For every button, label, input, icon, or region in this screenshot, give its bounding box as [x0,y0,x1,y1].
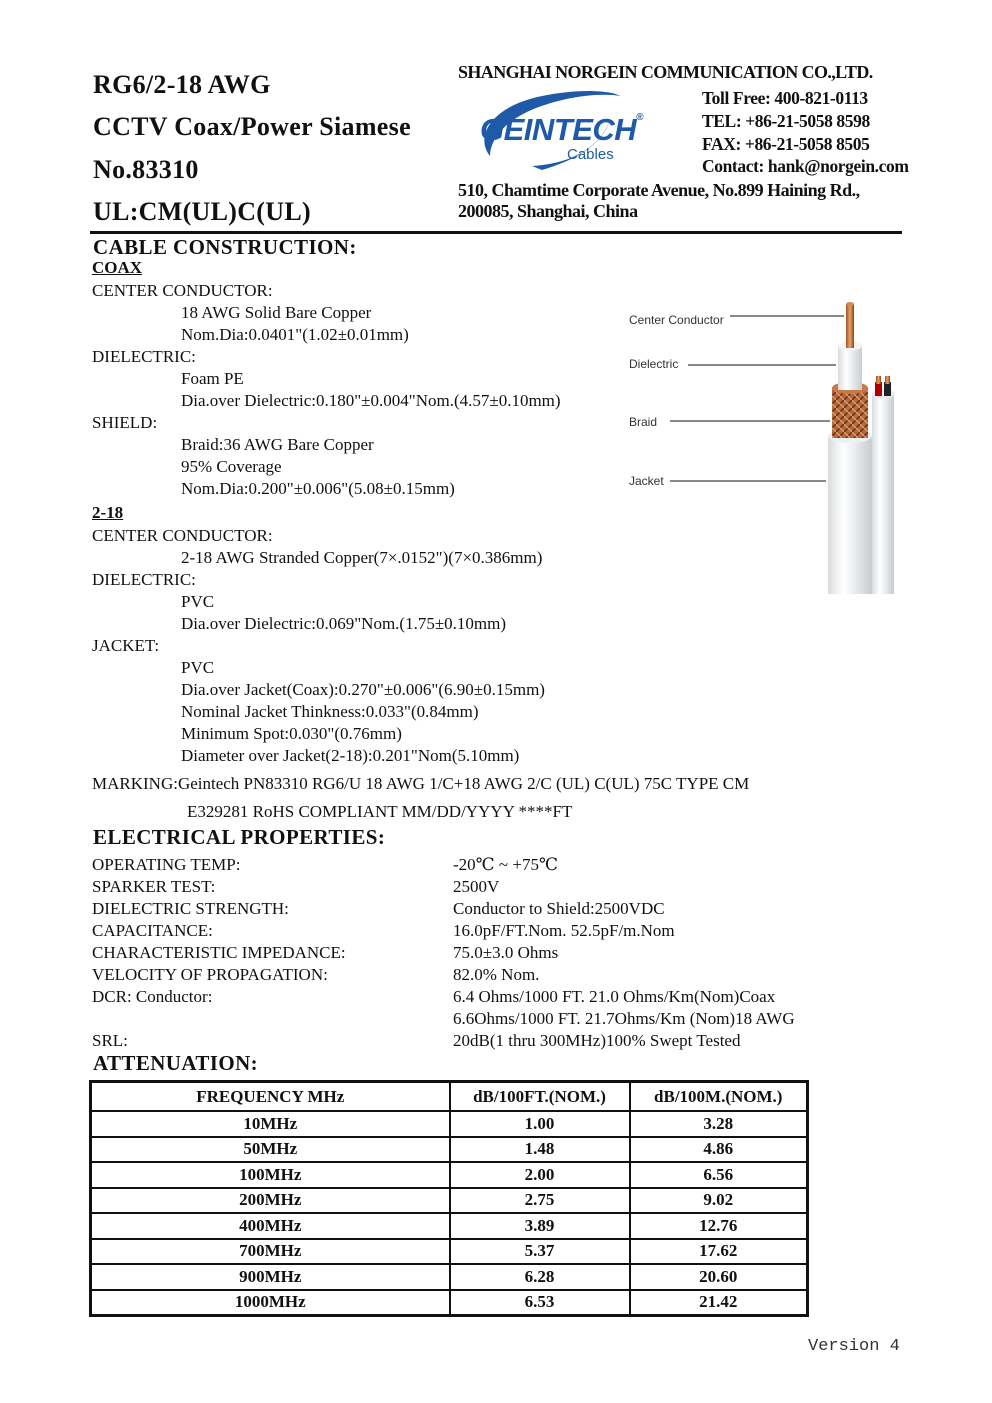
power-heading: 2-18 [92,503,124,522]
cell-db-100m: 3.28 [630,1111,808,1137]
ep-value-dielectric-strength: Conductor to Shield:2500VDC [453,899,665,918]
cell-db-100m: 6.56 [630,1162,808,1188]
geintech-logo [472,86,644,178]
cell-frequency: 900MHz [91,1264,450,1290]
coax-dielectric-label: DIELECTRIC: [92,347,196,366]
power-dielectric-material: PVC [181,592,215,611]
ep-value-capacitance: 16.0pF/FT.Nom. 52.5pF/m.Nom [453,921,675,940]
coax-dielectric-material: Foam PE [181,369,244,388]
telephone: TEL: +86-21-5058 8598 [702,111,870,131]
cell-frequency: 10MHz [91,1111,450,1137]
cell-db-100m: 4.86 [630,1137,808,1163]
contact-email: Contact: hank@norgein.com [702,156,909,176]
cell-frequency: 50MHz [91,1137,450,1163]
shield-coverage: 95% Coverage [181,457,282,476]
ep-value-dcr-coax: 6.4 Ohms/1000 FT. 21.0 Ohms/Km(Nom)Coax [453,987,776,1006]
address-line-1: 510, Chamtime Corporate Avenue, No.899 Haining Rd., [458,180,860,200]
ep-value-srl: 20dB(1 thru 300MHz)100% Swept Tested [453,1031,741,1050]
cell-db-100m: 9.02 [630,1188,808,1214]
ep-label-dielectric-strength: DIELECTRIC STRENGTH: [92,899,289,918]
ep-label-velocity: VELOCITY OF PROPAGATION: [92,965,328,984]
jacket-label: JACKET: [92,636,160,655]
shield-label: SHIELD: [92,413,158,432]
product-title-line-3: No.83310 [93,155,199,184]
cell-db-100ft: 2.75 [450,1188,630,1214]
cell-frequency: 200MHz [91,1188,450,1214]
toll-free: Toll Free: 400-821-0113 [702,88,868,108]
table-row [91,1213,808,1239]
cable-cross-section-icon [620,296,910,596]
logo-subtitle: Cables [567,146,614,163]
cell-db-100ft: 3.89 [450,1213,630,1239]
power-dielectric-label: DIELECTRIC: [92,570,196,589]
cable-illustration [620,296,910,596]
ep-value-operating-temp: -20℃ ~ +75℃ [453,855,558,874]
product-title-line-2: CCTV Coax/Power Siamese [93,112,411,141]
table-header-row [91,1082,808,1112]
shield-dia: Nom.Dia:0.200"±0.006"(5.08±0.15mm) [181,479,455,498]
callout-braid: Braid [629,415,658,429]
product-title-line-1: RG6/2-18 AWG [93,70,271,99]
ep-value-velocity: 82.0% Nom. [453,965,540,984]
coax-center-conductor-label: CENTER CONDUCTOR: [92,281,273,300]
table-row [91,1162,808,1188]
callout-center-conductor: Center Conductor [629,313,724,327]
callout-jacket: Jacket [629,474,664,488]
ep-label-capacitance: CAPACITANCE: [92,921,213,940]
attenuation-heading: ATTENUATION: [93,1051,259,1075]
ep-label-sparker-test: SPARKER TEST: [92,877,216,896]
marking-line-2: E329281 RoHS COMPLIANT MM/DD/YYYY ****FT [187,802,573,821]
shield-braid: Braid:36 AWG Bare Copper [181,435,374,454]
address-line-2: 200085, Shanghai, China [458,201,638,221]
product-title-line-4: UL:CM(UL)C(UL) [93,197,311,226]
power-dielectric-dia: Dia.over Dielectric:0.069"Nom.(1.75±0.10mm) [181,614,507,633]
power-center-conductor-material: 2-18 AWG Stranded Copper(7×.0152")(7×0.386mm) [181,548,543,567]
ep-label-dcr: DCR: Conductor: [92,987,213,1006]
cell-frequency: 400MHz [91,1213,450,1239]
logo-word: GEINTECH® [480,112,644,147]
coax-center-conductor-dia: Nom.Dia:0.0401"(1.02±0.01mm) [181,325,409,344]
table-row [91,1137,808,1163]
cell-db-100m: 12.76 [630,1213,808,1239]
coax-dielectric-dia: Dia.over Dielectric:0.180"±0.004"Nom.(4.57±0.10mm) [181,391,561,410]
header-divider [90,231,902,234]
ep-value-dcr-power: 6.6Ohms/1000 FT. 21.7Ohms/Km (Nom)18 AWG [453,1009,795,1028]
cell-db-100ft: 6.28 [450,1264,630,1290]
callout-dielectric: Dielectric [629,357,679,371]
cell-db-100m: 21.42 [630,1290,808,1316]
jacket-dia-power: Diameter over Jacket(2-18):0.201"Nom(5.10mm) [181,746,520,765]
electrical-properties-heading: ELECTRICAL PROPERTIES: [93,825,386,849]
table-row [91,1239,808,1265]
cell-frequency: 100MHz [91,1162,450,1188]
cell-db-100ft: 1.48 [450,1137,630,1163]
coax-center-conductor-material: 18 AWG Solid Bare Copper [181,303,372,322]
column-header-db-100m: dB/100M.(NOM.) [630,1082,808,1112]
ep-value-sparker-test: 2500V [453,877,500,896]
cell-db-100ft: 2.00 [450,1162,630,1188]
company-name: SHANGHAI NORGEIN COMMUNICATION CO.,LTD. [458,62,873,82]
ep-label-srl: SRL: [92,1031,128,1050]
ep-label-impedance: CHARACTERISTIC IMPEDANCE: [92,943,346,962]
table-row [91,1264,808,1290]
cell-db-100ft: 1.00 [450,1111,630,1137]
table-row [91,1188,808,1214]
column-header-db-100ft: dB/100FT.(NOM.) [450,1082,630,1112]
jacket-thickness: Nominal Jacket Thinkness:0.033"(0.84mm) [181,702,479,721]
table-row [91,1111,808,1137]
cell-db-100m: 20.60 [630,1264,808,1290]
cell-db-100m: 17.62 [630,1239,808,1265]
cell-frequency: 700MHz [91,1239,450,1265]
jacket-min-spot: Minimum Spot:0.030"(0.76mm) [181,724,402,743]
cell-db-100ft: 6.53 [450,1290,630,1316]
version-label: Version 4 [808,1337,900,1356]
power-center-conductor-label: CENTER CONDUCTOR: [92,526,273,545]
fax: FAX: +86-21-5058 8505 [702,134,870,154]
attenuation-table [89,1080,809,1317]
column-header-frequency: FREQUENCY MHz [91,1082,450,1112]
marking-line-1: MARKING:Geintech PN83310 RG6/U 18 AWG 1/C+18 AWG 2/C (UL) C(UL) 75C TYPE CM [92,774,750,793]
table-row [91,1290,808,1316]
jacket-material: PVC [181,658,215,677]
ep-label-operating-temp: OPERATING TEMP: [92,855,241,874]
coax-heading: COAX [92,258,143,277]
cable-construction-heading: CABLE CONSTRUCTION: [93,235,357,259]
cell-frequency: 1000MHz [91,1290,450,1316]
jacket-dia-coax: Dia.over Jacket(Coax):0.270"±0.006"(6.90±0.15mm) [181,680,545,699]
cell-db-100ft: 5.37 [450,1239,630,1265]
ep-value-impedance: 75.0±3.0 Ohms [453,943,559,962]
